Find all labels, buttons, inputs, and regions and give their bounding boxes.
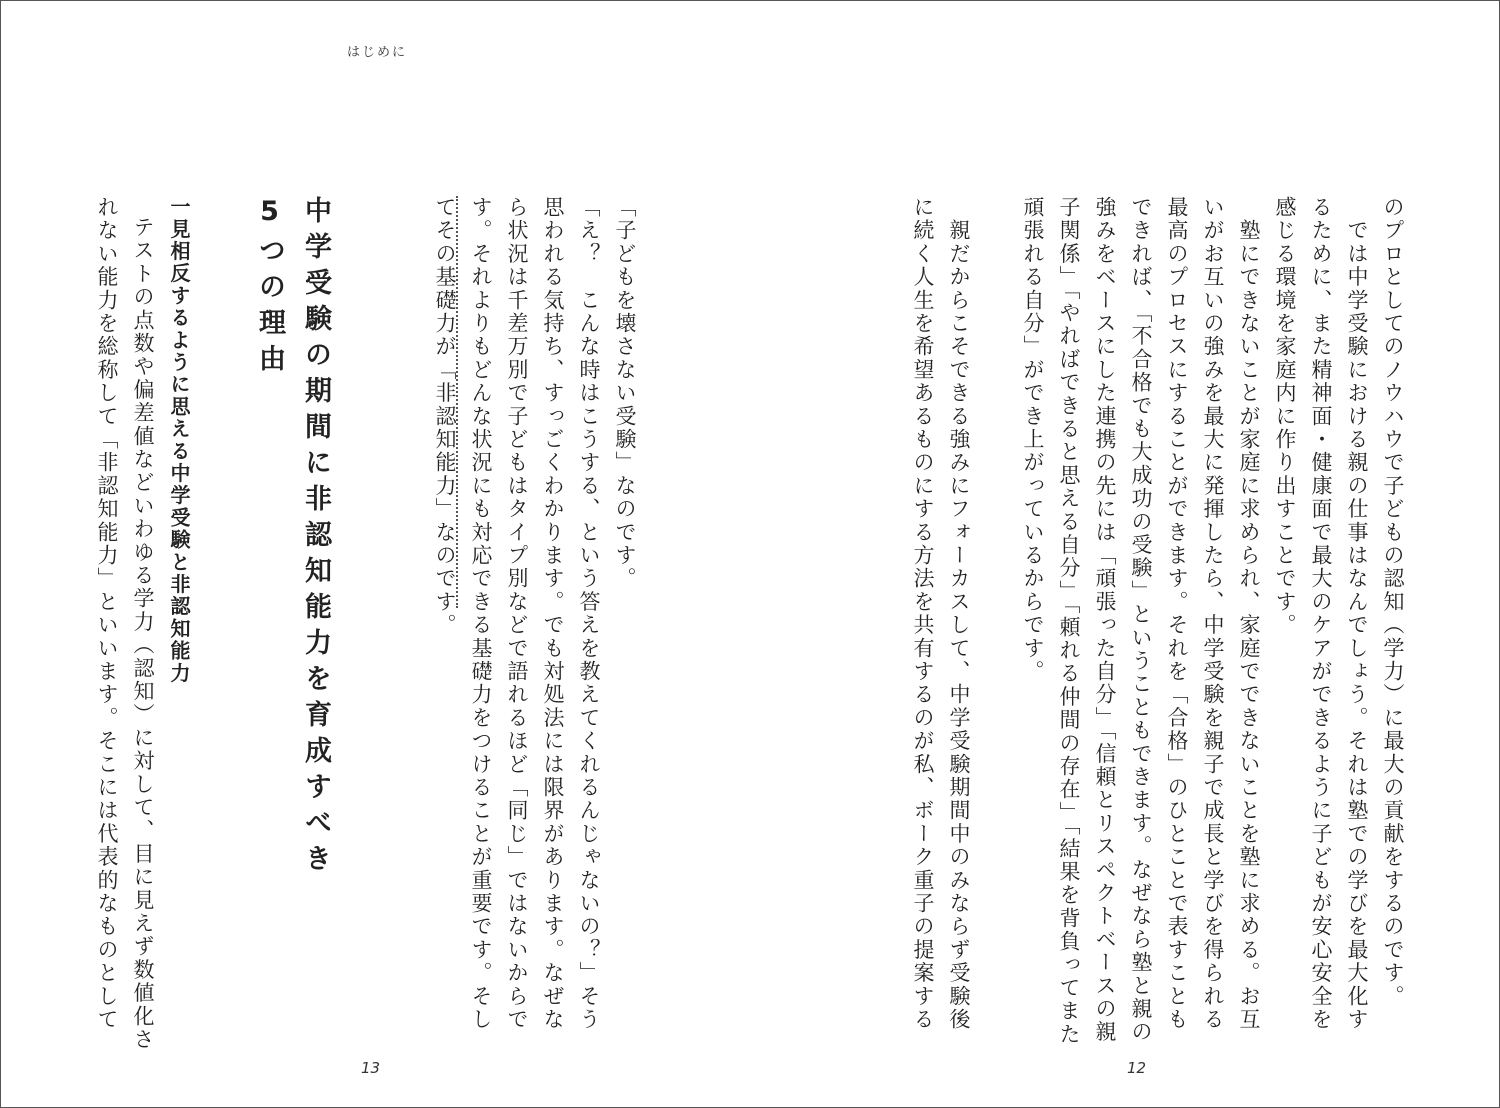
subheading-body-line-1: テストの点数や偏差値などいわゆる学力（認知）に対して、目に見えず数値化さ [131, 216, 155, 1052]
right-page-line-2: では中学受験における親の仕事はなんでしょう。それは塾での学びを最大化す [1345, 196, 1369, 1032]
left-page-line-5: す。それよりもどんな状況にも対応できる基礎力をつけることが重要です。そし [469, 196, 493, 1032]
page-number-right: 12 [1127, 1059, 1147, 1077]
right-page-line-10: 子関係」「やればできると思える自分」「頼れる仲間の存在」「結果を背負ってまた [1057, 196, 1081, 1047]
left-page-line-3: 思われる気持ち、すっごくわかります。でも対処法には限界があります。なぜな [541, 196, 565, 1032]
right-page-line-1: のプロとしてのノウハウで子どもの認知（学力）に最大の貢献をするのです。 [1381, 196, 1405, 1008]
running-head: はじめに [347, 45, 408, 60]
right-page-line-4: 感じる環境を家庭内に作り出すことです。 [1273, 196, 1297, 637]
right-page-line-6: いがお互いの強みを最大に発揮したら、中学受験を親子で成長と学びを得られる [1201, 196, 1225, 1032]
right-page-line-3: るために、また精神面・健康面で最大のケアができるように子どもが安心安全を [1309, 196, 1333, 1032]
right-page-line-11: 頑張れる自分」ができ上がっているからです。 [1021, 196, 1045, 684]
right-page-line-7: 最高のプロセスにすることができます。それを「合格」のひとことで表すことも [1165, 196, 1189, 1032]
right-page-line-9: 強みをベースにした連携の先には「頑張った自分」「信頼とリスペクトベースの親 [1093, 196, 1117, 1044]
subheading-body-line-2: れない能力を総称して「非認知能力」といいます。そこには代表的なものとして [95, 196, 119, 1032]
chapter-title-line-2: 5つの理由 [254, 196, 285, 380]
right-page-line-14: に続く人生を希望あるものにする方法を共有するのが私、ボーク重子の提案する [911, 196, 935, 1032]
page-number-left: 13 [361, 1059, 381, 1077]
right-page-line-5: 塾にできないことが家庭に求められ、家庭でできないことを塾に求める。お互 [1237, 196, 1261, 1032]
chapter-title-line-1: 中学受験の期間に非認知能力を育成すべき [300, 196, 331, 880]
section-subheading: 一見相反するように思える中学受験と非認知能力 [167, 196, 191, 685]
left-page-line-6: てその基礎力が「非認知能力」なのです。 [433, 196, 457, 637]
dotted-emphasis-line [456, 196, 458, 608]
right-page-line-13: 親だからこそできる強みにフォーカスして、中学受験期間中のみならず受験後 [947, 196, 971, 1032]
left-page-line-1: 「子どもを壊さない受験」なのです。 [613, 196, 637, 591]
left-page-line-4: ら状況は千差万別で子どもはタイプ別などで語れるほど「同じ」ではないからで [505, 196, 529, 1032]
left-page-line-2: 「え？ こんな時はこうする、という答えを教えてくれるんじゃないの？」そう [577, 196, 601, 1032]
right-page-line-8: できれば、「不合格でも大成功の受験」ということもできます。なぜなら塾と親の [1129, 196, 1153, 1044]
